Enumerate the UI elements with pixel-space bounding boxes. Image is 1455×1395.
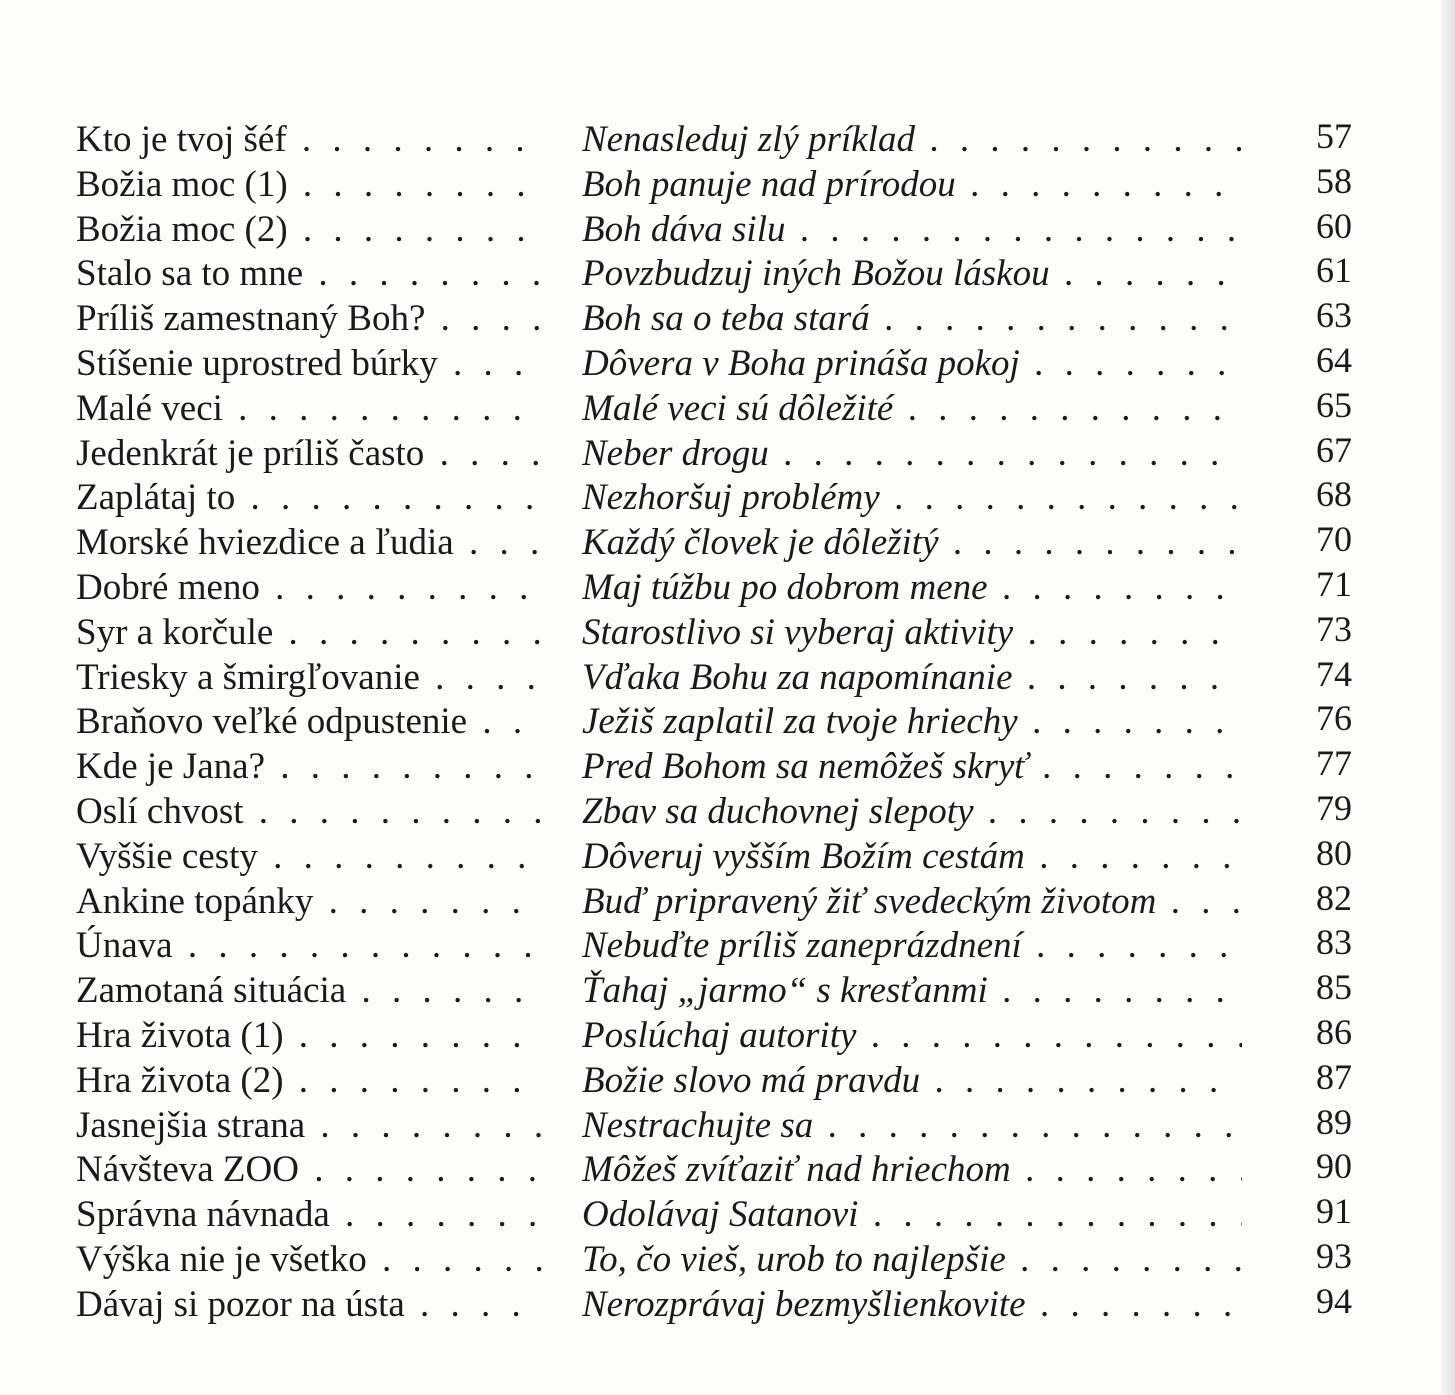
entry-subtitle: Nebuďte príliš zaneprázdnení . . . <box>582 924 1242 969</box>
toc-entry <box>76 563 1366 611</box>
entry-subtitle: Boh panuje nad prírodou . . . <box>582 163 1242 208</box>
entry-page-number: 82 <box>1316 877 1352 918</box>
toc-entry <box>76 521 1366 566</box>
entry-subtitle: Boh sa o teba stará . . . <box>582 297 1242 342</box>
toc-entry <box>76 1193 1366 1238</box>
entry-title: Morské hviezdice a ľudia . . . <box>76 521 544 566</box>
entry-subtitle: Ježiš zaplatil za tvoje hriechy . . . <box>582 700 1242 745</box>
entry-subtitle: Nezhoršuj problémy . . . <box>582 476 1242 521</box>
page-edge-shadow <box>1441 0 1455 1395</box>
entry-title: Braňovo veľké odpustenie . . . <box>76 700 544 745</box>
entry-title: Príliš zamestnaný Boh? . . . <box>76 297 544 342</box>
entry-page-number: 86 <box>1316 1011 1352 1052</box>
toc-entry <box>76 1280 1366 1328</box>
entry-title: Návšteva ZOO . . . <box>76 1148 544 1193</box>
entry-subtitle: Nerozprávaj bezmyšlienkovite . . . <box>582 1283 1242 1328</box>
toc-entry <box>76 924 1366 969</box>
entry-subtitle: Neber drogu . . . <box>582 432 1242 477</box>
toc-entry <box>76 1235 1366 1283</box>
entry-subtitle: Malé veci sú dôležité . . . <box>582 387 1242 432</box>
toc-entry <box>76 1101 1366 1149</box>
entry-subtitle: Poslúchaj autority . . . <box>582 1014 1242 1059</box>
entry-subtitle: Dôvera v Boha prináša pokoj . . . <box>582 342 1242 387</box>
entry-title: Syr a korčule . . . <box>76 611 544 656</box>
entry-page-number: 79 <box>1316 787 1352 828</box>
entry-subtitle: Ťahaj „jarmo“ s kresťanmi . . . <box>582 969 1242 1014</box>
entry-page-number: 74 <box>1316 653 1352 694</box>
toc-entry <box>76 608 1366 656</box>
entry-page-number: 58 <box>1316 160 1352 201</box>
toc-entry <box>76 745 1366 790</box>
entry-subtitle: Môžeš zvíťaziť nad hriechom . . . <box>582 1148 1242 1193</box>
entry-subtitle: Maj túžbu po dobrom mene . . . <box>582 566 1242 611</box>
entry-subtitle: Nestrachujte sa . . . <box>582 1104 1242 1149</box>
entry-page-number: 68 <box>1316 474 1352 515</box>
entry-page-number: 73 <box>1316 608 1352 649</box>
toc-entry <box>76 205 1366 253</box>
toc-entry <box>76 160 1366 208</box>
entry-title: Stalo sa to mne . . . <box>76 252 544 297</box>
toc-entry <box>76 118 1366 163</box>
toc-entry <box>76 384 1366 432</box>
entry-page-number: 90 <box>1316 1146 1352 1187</box>
entry-page-number: 85 <box>1316 967 1352 1008</box>
entry-title: Kto je tvoj šéf . . . <box>76 118 544 163</box>
entry-title: Božia moc (1) . . . <box>76 163 544 208</box>
entry-subtitle: Odolávaj Satanovi . . . <box>582 1193 1242 1238</box>
entry-title: Zaplátaj to . . . <box>76 476 544 521</box>
entry-page-number: 60 <box>1316 205 1352 246</box>
entry-subtitle: Nenasleduj zlý príklad . . . <box>582 118 1242 163</box>
entry-title: Vyššie cesty . . . <box>76 835 544 880</box>
toc-entry <box>76 429 1366 477</box>
entry-title: Únava . . . <box>76 924 544 969</box>
entry-subtitle: Starostlivo si vyberaj aktivity . . . <box>582 611 1242 656</box>
toc-entry <box>76 476 1366 521</box>
entry-page-number: 70 <box>1316 519 1352 560</box>
entry-page-number: 91 <box>1316 1191 1352 1232</box>
entry-page-number: 80 <box>1316 832 1352 873</box>
entry-title: Hra života (2) . . . <box>76 1059 544 1104</box>
entry-page-number: 87 <box>1316 1056 1352 1097</box>
entry-subtitle: Zbav sa duchovnej slepoty . . . <box>582 790 1242 835</box>
toc-entry <box>76 700 1366 745</box>
toc-entry <box>76 653 1366 701</box>
entry-page-number: 93 <box>1316 1235 1352 1276</box>
entry-title: Malé veci . . . <box>76 387 544 432</box>
entry-subtitle: Boh dáva silu . . . <box>582 208 1242 253</box>
entry-subtitle: To, čo vieš, urob to najlepšie . . . <box>582 1238 1242 1283</box>
toc-entry <box>76 1056 1366 1104</box>
entry-title: Oslí chvost . . . <box>76 790 544 835</box>
toc-entry <box>76 1148 1366 1193</box>
entry-title: Stíšenie uprostred búrky . . . <box>76 342 544 387</box>
entry-title: Božia moc (2) . . . <box>76 208 544 253</box>
entry-page-number: 83 <box>1316 922 1352 963</box>
toc-entry <box>76 969 1366 1014</box>
entry-page-number: 89 <box>1316 1101 1352 1142</box>
toc-entry <box>76 1011 1366 1059</box>
entry-title: Ankine topánky . . . <box>76 880 544 925</box>
entry-title: Správna návnada . . . <box>76 1193 544 1238</box>
entry-page-number: 67 <box>1316 429 1352 470</box>
entry-title: Kde je Jana? . . . <box>76 745 544 790</box>
toc-entry <box>76 297 1366 342</box>
entry-page-number: 61 <box>1316 250 1352 291</box>
entry-subtitle: Každý človek je dôležitý . . . <box>582 521 1242 566</box>
entry-title: Jedenkrát je príliš často . . . <box>76 432 544 477</box>
entry-subtitle: Pred Bohom sa nemôžeš skryť . . . <box>582 745 1242 790</box>
toc-entry <box>76 877 1366 925</box>
entry-title: Výška nie je všetko . . . <box>76 1238 544 1283</box>
entry-subtitle: Povzbudzuj iných Božou láskou . . . <box>582 252 1242 297</box>
entry-page-number: 64 <box>1316 339 1352 380</box>
toc-entry <box>76 832 1366 880</box>
entry-title: Hra života (1) . . . <box>76 1014 544 1059</box>
entry-title: Jasnejšia strana . . . <box>76 1104 544 1149</box>
entry-title: Zamotaná situácia . . . <box>76 969 544 1014</box>
toc-entry <box>76 339 1366 387</box>
entry-subtitle: Božie slovo má pravdu . . . <box>582 1059 1242 1104</box>
entry-title: Dávaj si pozor na ústa . . . <box>76 1283 544 1328</box>
entry-page-number: 57 <box>1316 116 1352 156</box>
entry-title: Dobré meno . . . <box>76 566 544 611</box>
entry-page-number: 65 <box>1316 384 1352 425</box>
entry-page-number: 94 <box>1316 1280 1352 1321</box>
entry-subtitle: Buď pripravený žiť svedeckým životom . . . <box>582 880 1242 925</box>
entry-title: Triesky a šmirgľovanie . . . <box>76 656 544 701</box>
entry-page-number: 63 <box>1316 295 1352 336</box>
entry-subtitle: Dôveruj vyšším Božím cestám . . . <box>582 835 1242 880</box>
entry-page-number: 76 <box>1316 698 1352 739</box>
entry-subtitle: Vďaka Bohu za napomínanie . . . <box>582 656 1242 701</box>
toc-entry <box>76 787 1366 835</box>
entry-page-number: 71 <box>1316 563 1352 604</box>
table-of-contents <box>76 118 1366 1328</box>
entry-page-number: 77 <box>1316 743 1352 784</box>
toc-entry <box>76 252 1366 297</box>
